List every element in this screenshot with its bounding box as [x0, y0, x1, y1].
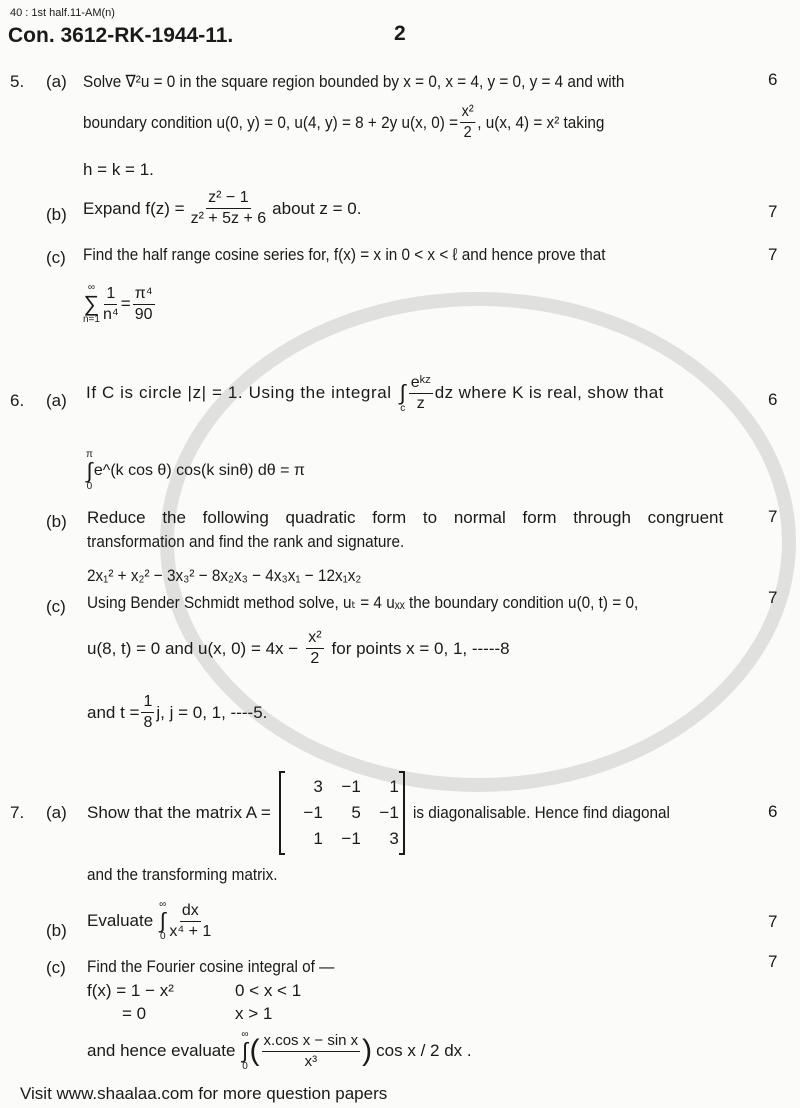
question-number: 6. — [10, 391, 25, 410]
fraction — [133, 284, 155, 325]
matrix-cell: −1 — [341, 829, 361, 848]
marks: 6 — [768, 802, 778, 821]
marks: 7 — [768, 588, 778, 607]
denominator: z — [416, 394, 425, 412]
marks: 7 — [768, 245, 778, 264]
question-text: Solve ∇²u = 0 in the square region bounded by x = 0, x = 4, y = 0, y = 4 and with — [83, 72, 625, 91]
matrix-cell: 3 — [313, 777, 323, 796]
question-text: for points x = 0, 1, -----8 — [331, 638, 510, 658]
denominator: n⁴ — [102, 305, 119, 323]
denominator: x³ — [304, 1052, 318, 1070]
piecewise-expr: = 0 — [122, 1004, 147, 1023]
sum-upper: ∞ — [87, 282, 96, 293]
denominator: 90 — [134, 305, 153, 323]
integral-lower: 0 — [159, 931, 166, 942]
marks: 6 — [768, 70, 778, 89]
matrix-cell: 1 — [313, 829, 323, 848]
fraction — [460, 102, 476, 143]
fraction — [409, 373, 433, 414]
integral-sign: ∫ — [159, 908, 166, 933]
denominator: 2 — [463, 124, 472, 141]
matrix-cell: −1 — [379, 803, 399, 822]
integral-sign: ∫ — [86, 458, 93, 483]
part-label: (b) — [46, 205, 67, 224]
integral-upper: ∞ — [159, 899, 167, 910]
question-text: Using Bender Schmidt method solve, uₜ = 4 uₓₓ the boundary condition u(0, t) = 0, — [87, 593, 639, 612]
question-text: transformation and find the rank and signature. — [87, 532, 405, 551]
question-text: h = k = 1. — [83, 160, 154, 179]
question-text: j, j = 0, 1, ----5. — [156, 702, 268, 722]
fraction — [191, 188, 267, 229]
integral-upper: π — [86, 449, 93, 460]
part-label: (c) — [46, 958, 66, 977]
piecewise-expr: f(x) = 1 − x² — [87, 981, 174, 1000]
matrix-cell: 5 — [351, 803, 361, 822]
denominator: x⁴ + 1 — [169, 922, 212, 940]
integral-lower: 0 — [242, 1061, 248, 1072]
question-text: Evaluate — [87, 911, 154, 930]
question-text: and hence evaluate — [87, 1041, 236, 1060]
numerator: x.cos x − sin x — [262, 1031, 361, 1052]
marks: 7 — [768, 507, 778, 526]
question-text: boundary condition u(0, y) = 0, u(4, y) = 8 + 2y u(x, 0) = — [83, 112, 459, 132]
numerator: 1 — [104, 284, 117, 305]
piecewise-cond: 0 < x < 1 — [235, 981, 302, 1000]
matrix-cell: 3 — [389, 829, 399, 848]
question-text: Find the Fourier cosine integral of — — [87, 957, 335, 976]
numerator: z² − 1 — [206, 188, 250, 209]
denominator: 2 — [310, 650, 320, 667]
sum-lower: n=1 — [83, 314, 100, 325]
marks: 6 — [768, 390, 778, 409]
fraction — [141, 692, 154, 733]
question-text: u(8, t) = 0 and u(x, 0) = 4x − — [87, 638, 299, 658]
denominator: z² + 5z + 6 — [190, 210, 267, 227]
matrix-cell: 1 — [389, 777, 399, 796]
integral-lower: 0 — [86, 481, 93, 492]
question-text: Find the half range cosine series for, f(x) = x in 0 < x < ℓ and hence prove that — [83, 245, 606, 264]
question-text: Show that the matrix A = — [87, 803, 271, 822]
integral-lower: c — [400, 403, 406, 414]
question-number: 5. — [10, 72, 25, 91]
numerator: 1 — [141, 692, 154, 713]
question-text: , u(x, 4) = x² taking — [477, 112, 605, 132]
paper-title: Con. 3612-RK-1944-11. — [8, 24, 234, 47]
quadratic-form: 2x₁² + x₂² − 3x₃² − 8x₂x₃ − 4x₃x₁ − 12x₁x₂ — [87, 566, 362, 585]
piecewise-cond: x > 1 — [235, 1004, 273, 1023]
question-text: is diagonalisable. Hence find diagonal — [412, 803, 670, 822]
question-text: If C is circle |z| = 1. Using the integral — [86, 383, 392, 402]
denominator: 8 — [143, 714, 153, 731]
numerator: x² — [460, 102, 476, 123]
question-text: dz where K is real, show that — [434, 383, 664, 402]
question-text: Expand f(z) = — [83, 198, 185, 218]
part-label: (a) — [46, 72, 67, 91]
question-text: cos x / 2 dx . — [376, 1041, 472, 1060]
question-number: 7. — [10, 803, 25, 822]
question-text: and the transforming matrix. — [87, 865, 278, 884]
page-number: 2 — [394, 22, 406, 45]
paper-code: 40 : 1st half.11-AM(n) — [10, 7, 115, 19]
numerator: π⁴ — [133, 284, 155, 305]
marks: 7 — [768, 952, 778, 971]
integral-sign: ∫ — [399, 380, 406, 405]
part-label: (b) — [46, 512, 67, 531]
question-text: Reduce the following quadratic form to normal form through congruent — [87, 508, 724, 527]
fraction — [169, 901, 211, 942]
sum-sign: ∑ — [83, 291, 100, 316]
integral-sign: ∫ — [241, 1038, 248, 1063]
marks: 7 — [768, 912, 778, 931]
matrix-a — [279, 772, 405, 854]
fraction — [306, 628, 323, 669]
part-label: (a) — [46, 391, 67, 410]
numerator: dx — [180, 901, 201, 922]
integral-upper: ∞ — [241, 1029, 249, 1040]
footer-link[interactable]: Visit www.shaalaa.com for more question papers — [20, 1084, 388, 1103]
numerator: x² — [306, 628, 323, 649]
fraction — [262, 1031, 361, 1072]
question-text: and t = — [87, 702, 140, 722]
fraction — [103, 284, 119, 325]
matrix-cell: −1 — [303, 803, 323, 822]
part-label: (b) — [46, 921, 67, 940]
question-text: e^(k cos θ) cos(k sinθ) dθ = π — [93, 462, 305, 479]
matrix-cell: −1 — [341, 777, 361, 796]
marks: 7 — [768, 202, 778, 221]
question-text: about z = 0. — [272, 198, 362, 218]
part-label: (a) — [46, 803, 67, 822]
part-label: (c) — [46, 597, 66, 616]
numerator: eᵏᶻ — [409, 373, 433, 394]
part-label: (c) — [46, 248, 66, 267]
